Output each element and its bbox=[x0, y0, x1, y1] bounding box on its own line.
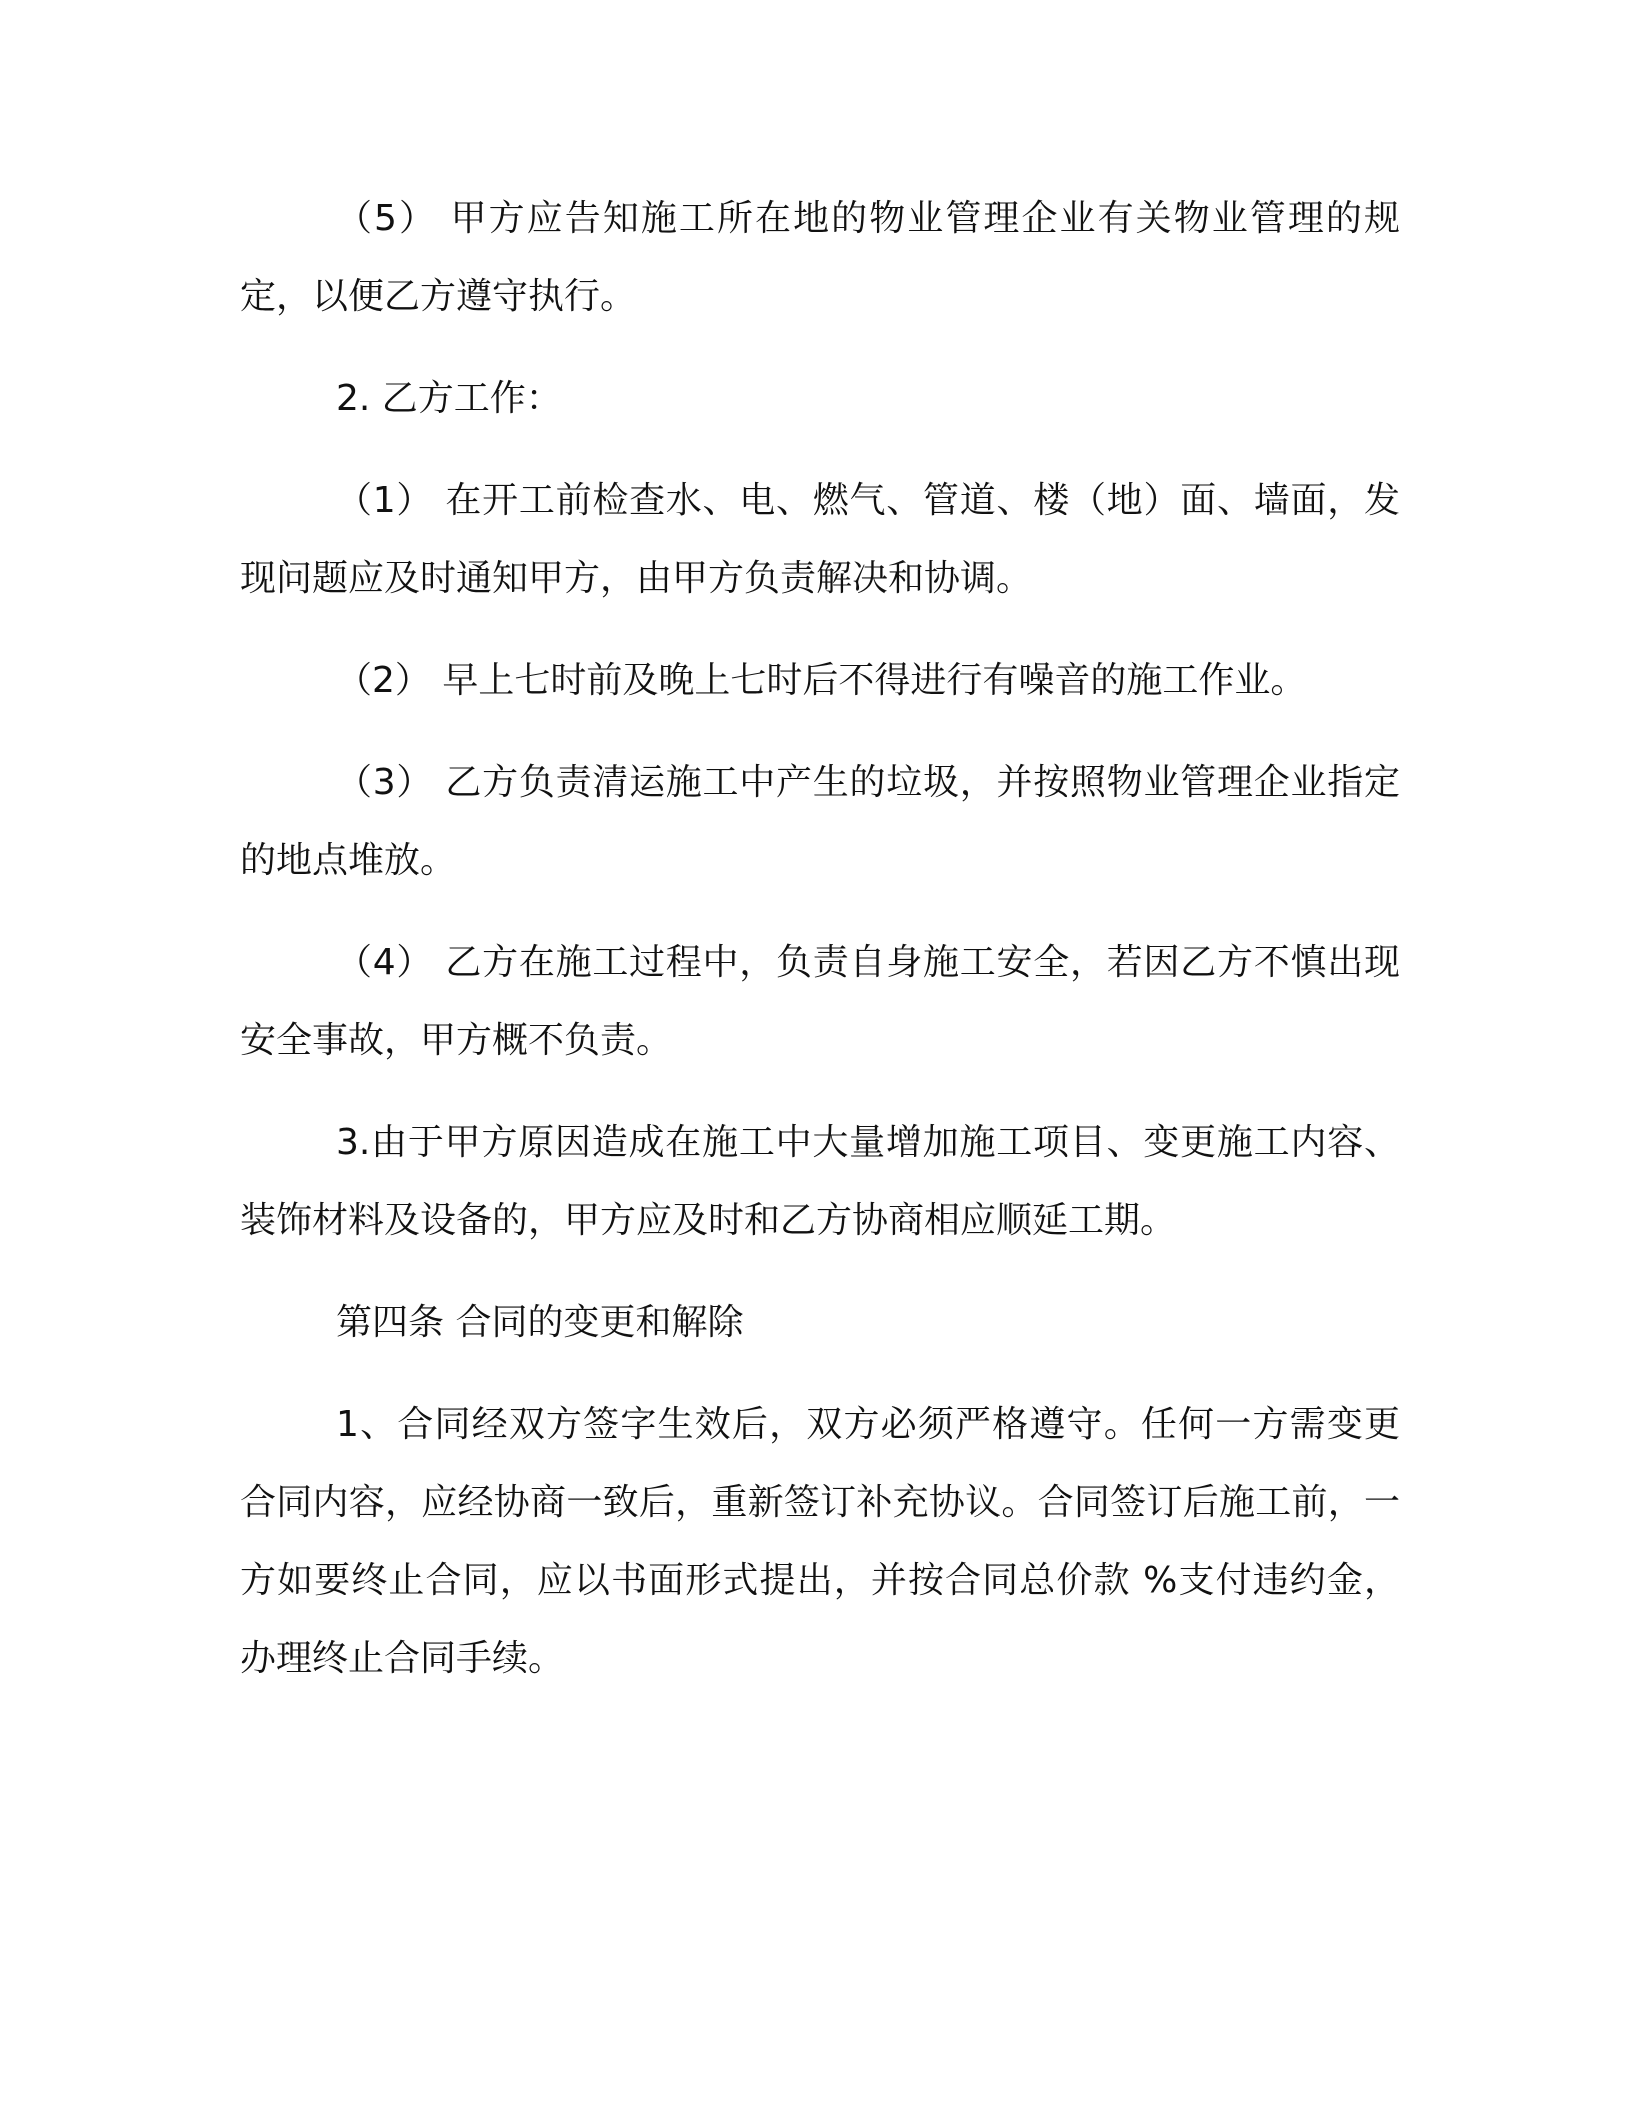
paragraph-item-3-delay: 3.由于甲方原因造成在施工中大量增加施工项目、变更施工内容、装饰材料及设备的，甲方应及时和乙方协商相应顺延工期。 bbox=[240, 1122, 1400, 1241]
paragraph-party-b-item-2: （2） 早上七时前及晚上七时后不得进行有噪音的施工作业。 bbox=[336, 660, 1307, 701]
paragraph-party-b-item-1: （1） 在开工前检查水、电、燃气、管道、楼（地）面、墙面，发现问题应及时通知甲方，由甲方负责解决和协调。 bbox=[240, 480, 1400, 599]
paragraph-party-b-item-4: （4） 乙方在施工过程中，负责自身施工安全，若因乙方不慎出现安全事故，甲方概不负责。 bbox=[240, 942, 1400, 1061]
paragraph-party-b-work-heading: 2. 乙方工作： bbox=[336, 378, 562, 419]
section-heading-article-4: 第四条 合同的变更和解除 bbox=[336, 1302, 744, 1343]
paragraph-party-b-item-3: （3） 乙方负责清运施工中产生的垃圾，并按照物业管理企业指定的地点堆放。 bbox=[240, 762, 1400, 881]
paragraph-contract-change-1: 1、合同经双方签字生效后，双方必须严格遵守。任何一方需变更合同内容，应经协商一致后，重新签订补充协议。合同签订后施工前，一方如要终止合同，应以书面形式提出，并按合同总价款 %支付违约金，办理终止合同手续。 bbox=[240, 1404, 1400, 1679]
paragraph-party-a-item-5: （5） 甲方应告知施工所在地的物业管理企业有关物业管理的规定，以便乙方遵守执行。 bbox=[240, 198, 1400, 317]
